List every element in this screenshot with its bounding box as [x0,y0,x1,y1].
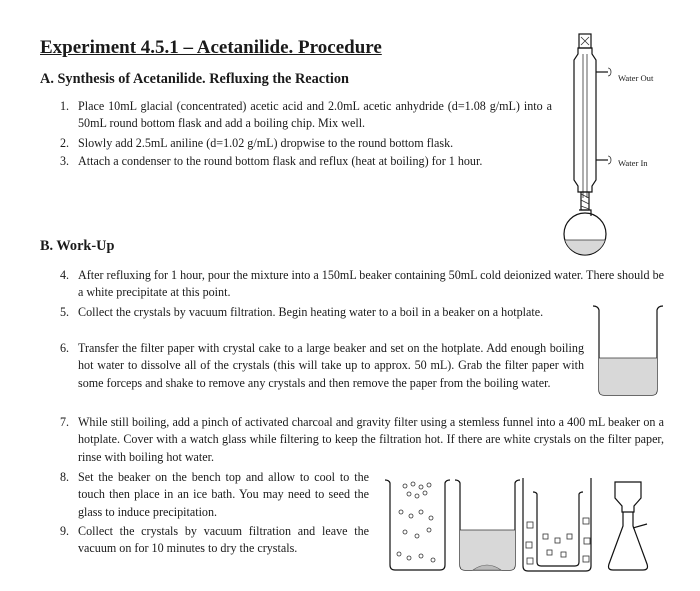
step-number: 9. [60,524,70,538]
step-5 [60,304,584,321]
reflux-apparatus-diagram [548,30,668,260]
water-in-label: Water In [618,158,648,168]
step-text: While still boiling, add a pinch of activated charcoal and gravity filter using a stemless funnel into a 400 mL beaker on a hotplate. Cover with a watch glass while filtering to keep the filtration hot. If there are white crystals on the filter paper, rinse with boiling hot water. [78,415,664,464]
step-text: Transfer the filter paper with crystal cake to a large beaker and set on the hotplate. Add enough boiling hot water to dissolve all of the crystals (this will take up to approx. 50 mL). Grab the filter paper with some forceps and shake to remove any crystals and then remove the paper from the boiling water. [78,341,584,390]
step-number: 8. [60,470,70,484]
step-number: 5. [60,305,70,319]
beaker-diagram [590,300,665,400]
step-2 [60,135,552,152]
step-8 [60,469,369,521]
step-number: 2. [60,136,70,150]
step-4 [60,267,664,302]
step-3 [60,153,558,170]
crystallization-sequence-diagram [383,472,668,577]
step-number: 4. [60,268,70,282]
cooling-beaker-1 [385,480,450,570]
step-9 [60,523,369,558]
step-number: 3. [60,154,70,168]
step-number: 6. [60,341,70,355]
step-number: 7. [60,415,70,429]
step-text: After refluxing for 1 hour, pour the mixture into a 150mL beaker containing 50mL cold deionized water. There should be a white precipitate at this point. [78,268,664,300]
water-out-label: Water Out [618,73,654,83]
step-number: 1. [60,99,70,113]
step-1 [60,98,552,133]
step-text: Slowly add 2.5mL aniline (d=1.02 g/mL) dropwise to the round bottom flask. [78,136,454,150]
step-text: Attach a condenser to the round bottom flask and reflux (heat at boiling) for 1 hour. [78,154,483,168]
step-text: Collect the crystals by vacuum filtration. Begin heating water to a boil in a beaker on a hotplate. [78,305,544,319]
step-text: Collect the crystals by vacuum filtration and leave the vacuum on for 10 minutes to dry the crystals. [78,524,369,556]
vacuum-filtration-flask [609,482,648,570]
section-a-heading: A. Synthesis of Acetanilide. Refluxing the Reaction [40,71,349,87]
step-6 [60,340,584,392]
step-7 [60,414,664,466]
section-b-heading: B. Work-Up [40,238,115,254]
step-text: Place 10mL glacial (concentrated) acetic acid and 2.0mL acetic anhydride (d=1.08 g/mL) into a 50mL round bottom flask and add a boiling chip. Mix well. [78,99,552,131]
cooling-beaker-2 [455,480,520,570]
page-title: Experiment 4.5.1 – Acetanilide. Procedure [40,37,382,58]
ice-bath [523,478,591,571]
condenser-jacket [574,48,596,192]
buchner-funnel [615,482,641,512]
condenser-inner-tube [583,54,587,198]
step-text: Set the beaker on the bench top and allow to cool to the touch then place in an ice bath. You may need to seed the glass to induce precipitation. [78,470,369,519]
